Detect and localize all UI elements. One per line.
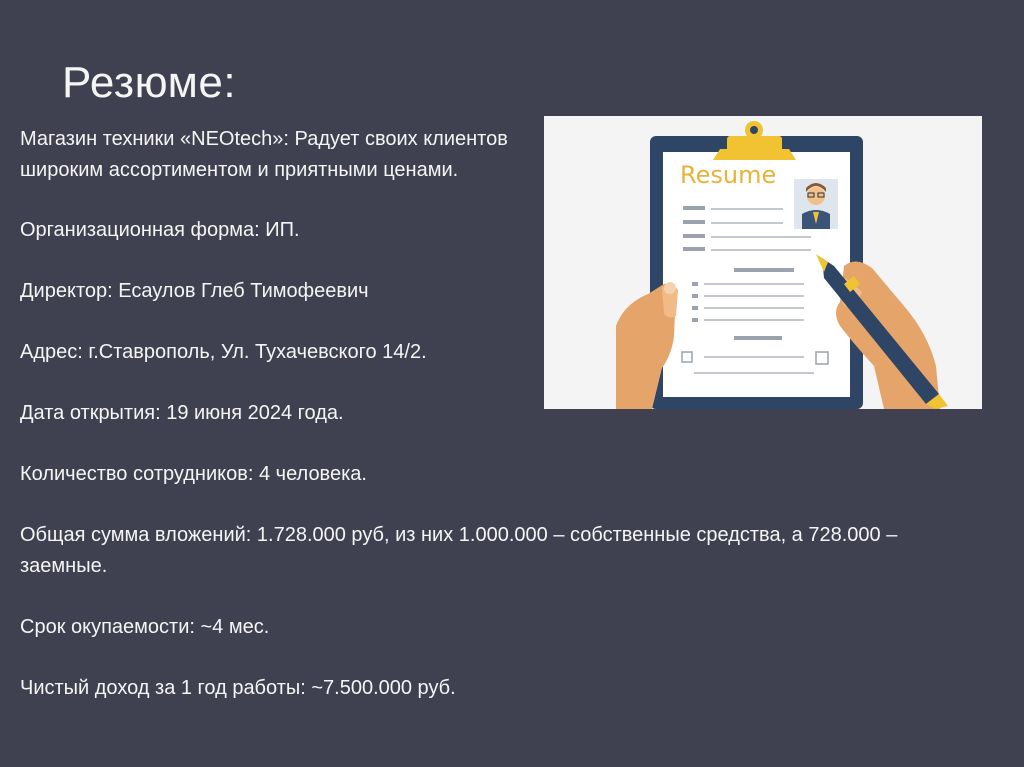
payback-text: Срок окупаемости: ~4 мес.	[20, 616, 270, 638]
address-text: Адрес: г.Ставрополь, Ул. Тухачевского 14/2.	[20, 341, 427, 363]
opening-date-text: Дата открытия: 19 июня 2024 года.	[20, 402, 344, 424]
employees-text: Количество сотрудников: 4 человека.	[20, 463, 367, 485]
org-form-text: Организационная форма: ИП.	[20, 219, 300, 241]
net-income-text: Чистый доход за 1 год работы: ~7.500.000 руб.	[20, 677, 456, 699]
slide-title: Резюме:	[62, 58, 237, 107]
intro-text: Магазин техники «NEOtech»: Радует своих клиентов широким ассортиментом и приятными ценами.	[20, 128, 508, 181]
resume-label: Resume	[680, 161, 777, 189]
investment-text: Общая сумма вложений: 1.728.000 руб, из них 1.000.000 – собственные средства, а 728.000 – заемные.	[20, 524, 898, 577]
resume-clipboard-illustration	[544, 116, 982, 409]
director-text: Директор: Есаулов Глеб Тимофеевич	[20, 280, 369, 302]
